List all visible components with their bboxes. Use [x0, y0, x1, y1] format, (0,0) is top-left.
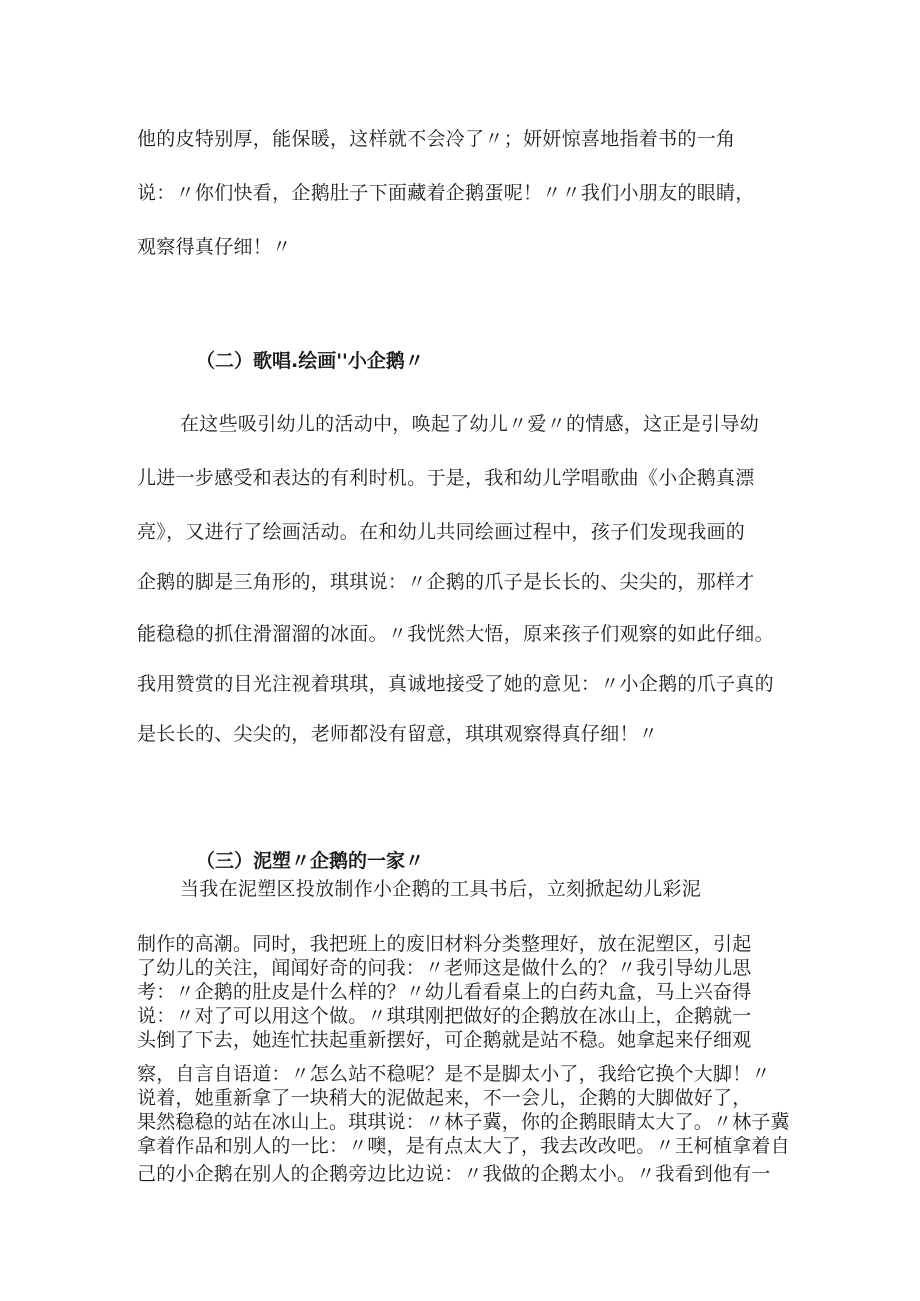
- paragraph-line: 能稳稳的抓住滑溜溜的冰面。〃我恍然大悟，原来孩子们观察的如此仔细。: [137, 623, 774, 645]
- paragraph-line: 儿进一步感受和表达的有利时机。于是，我和幼儿学唱歌曲《小企鹅真漂: [137, 467, 755, 489]
- paragraph-line: 当我在泥塑区投放制作小企鹅的工具书后，立刻掀起幼儿彩泥: [180, 878, 702, 900]
- paragraph-line: 说：〃你们快看，企鹅肚子下面藏着企鹅蛋呢！〃〃我们小朋友的眼睛，: [137, 182, 755, 204]
- paragraph-line: 果然稳稳的站在冰山上。琪琪说：〃林子冀，你的企鹅眼睛太大了。〃林子冀: [137, 1111, 790, 1133]
- paragraph-line: 说着，她重新拿了一块稍大的泥做起来，不一会儿，企鹅的大脚做好了，: [137, 1087, 752, 1109]
- paragraph-line: 考：〃企鹅的肚皮是什么样的？〃幼儿看看桌上的白药丸盒，马上兴奋得: [137, 981, 752, 1003]
- paragraph-line: 是长长的、尖尖的，老师都没有留意，琪琪观察得真仔细！〃: [137, 723, 659, 745]
- paragraph-line: 在这些吸引幼儿的活动中，唤起了幼儿〃爱〃的情感，这正是引导幼: [180, 413, 760, 435]
- section-heading: （二）歌唱.绘画''小企鹅〃: [196, 350, 424, 372]
- paragraph-line: 拿着作品和别人的一比：〃噢，是有点太大了，我去改改吧。〃王柯植拿着自: [137, 1135, 790, 1157]
- paragraph-line: 亮》，又进行了绘画活动。在和幼儿共同绘画过程中，孩子们发现我画的: [137, 521, 746, 543]
- paragraph-line: 制作的高潮。同时，我把班上的废旧材料分类整理好，放在泥塑区，引起: [137, 933, 752, 955]
- paragraph-line: 他的皮特别厚，能保暖，这样就不会冷了〃；妍妍惊喜地指着书的一角: [137, 128, 736, 150]
- paragraph-line: 我用赞赏的目光注视着琪琪，真诚地接受了她的意见：〃小企鹅的爪子真的: [137, 673, 774, 695]
- paragraph-line: 头倒了下去，她连忙扶起重新摆好，可企鹅就是站不稳。她拿起来仔细观: [137, 1029, 752, 1051]
- paragraph-line: 己的小企鹅在别人的企鹅旁边比边说：〃我做的企鹅太小。〃我看到他有一: [137, 1163, 771, 1185]
- paragraph-line: 企鹅的脚是三角形的，琪琪说：〃企鹅的爪子是长长的、尖尖的，那样才: [137, 571, 755, 593]
- paragraph-line: 了幼儿的关注，闻闻好奇的问我：〃老师这是做什么的？〃我引导幼儿思: [137, 957, 752, 979]
- paragraph-line: 察，自言自语道：〃怎么站不稳呢？是不是脚太小了，我给它换个大脚！〃: [137, 1063, 771, 1085]
- paragraph-line: 说：〃对了可以用这个做。〃琪琪刚把做好的企鹅放在冰山上，企鹅就一: [137, 1005, 752, 1027]
- section-heading: （三）泥塑〃企鹅的一家〃: [196, 850, 425, 872]
- paragraph-line: 观察得真仔细！〃: [137, 236, 292, 258]
